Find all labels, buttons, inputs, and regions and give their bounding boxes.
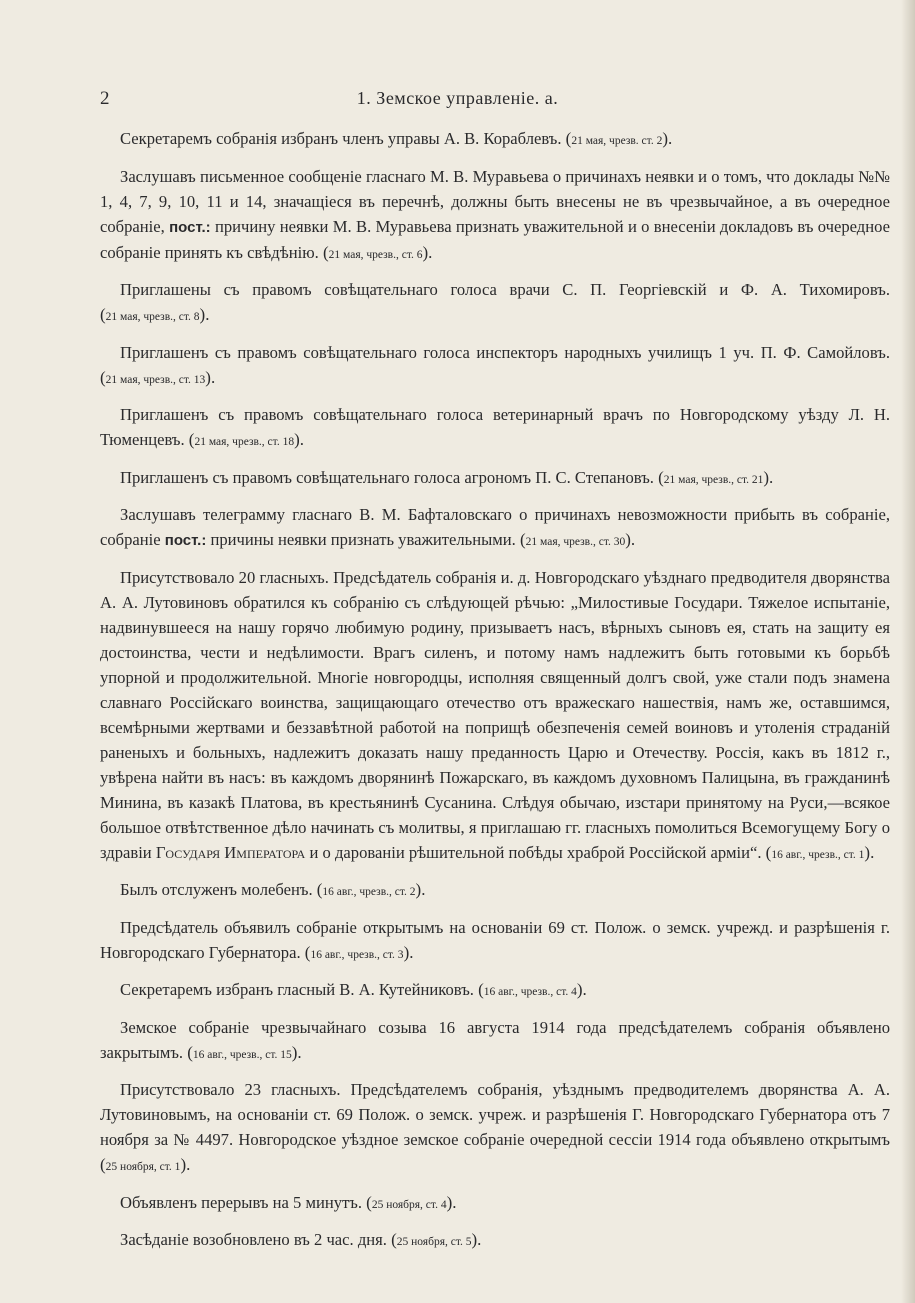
paragraph <box>100 465 890 493</box>
paragraph <box>100 402 890 455</box>
smallcaps-text: Государя Императора <box>155 842 306 862</box>
paragraph <box>100 1015 890 1068</box>
citation: 16 авг., чрезв., ст. 3 <box>310 948 404 961</box>
citation: 21 мая, чрезв., ст. 18 <box>194 436 295 448</box>
citation: 21 мая, чрезв., ст. 6 <box>328 248 423 261</box>
citation-paren-open: ( <box>366 1192 372 1212</box>
citation: 21 мая, чрезв., ст. 13 <box>105 373 206 386</box>
citation: 21 мая, чрезв., ст. 8 <box>105 311 200 323</box>
paragraph-text: Секретаремъ избранъ гласный В. А. Кутейниковъ. <box>120 980 474 999</box>
paragraph <box>100 1227 890 1255</box>
paragraph <box>100 977 890 1005</box>
citation: 25 ноября, ст. 4 <box>371 1198 447 1211</box>
citation: 21 мая, чрезв., ст. 30 <box>525 536 626 548</box>
citation-paren-close: ). <box>471 1230 482 1249</box>
paragraph-text: Былъ отслуженъ молебенъ. <box>120 880 313 899</box>
citation: 21 мая, чрезв. ст. 2 <box>571 135 663 147</box>
paragraph <box>100 565 890 868</box>
citation-paren-close: ). <box>294 430 304 449</box>
citation-paren-close: ). <box>576 980 587 999</box>
paragraph-text-continued: причину неявки М. В. Муравьева признать уважительной и о внесеніи докладовъ въ очередное собраніе принять къ свѣдѣнію. <box>100 216 890 262</box>
paragraph <box>100 340 890 393</box>
paragraph-text: Заслушавъ телеграмму гласнаго В. М. Бафталовскаго о причинахъ невозможности прибыть въ собраніе, собраніе <box>100 505 890 549</box>
citation-paren-open: ( <box>519 530 526 549</box>
paragraph <box>100 502 890 555</box>
citation: 25 ноября, ст. 1 <box>105 1161 181 1173</box>
paragraph-text: Объявленъ перерывъ на 5 минутъ. <box>120 1192 362 1212</box>
citation-paren-open: ( <box>100 305 106 324</box>
paragraph <box>100 164 890 268</box>
citation: 25 ноября, ст. 5 <box>396 1236 472 1248</box>
citation-paren-open: ( <box>100 367 106 387</box>
paragraph <box>100 1190 890 1218</box>
citation-paren-open: ( <box>478 980 484 999</box>
citation-paren-close: ). <box>864 842 875 862</box>
citation-paren-open: ( <box>100 1155 106 1174</box>
citation-paren-close: ). <box>446 1192 457 1212</box>
citation: 16 авг., чрезв., ст. 1 <box>771 848 865 861</box>
paragraph-text: Приглашены съ правомъ совѣщательнаго голоса врачи С. П. Георгіевскій и Ф. А. Тихомировъ. <box>120 280 890 299</box>
citation-paren-close: ). <box>205 367 216 387</box>
citation-paren-open: ( <box>316 880 323 899</box>
citation-paren-close: ). <box>291 1042 302 1062</box>
citation-paren-close: ). <box>180 1155 191 1174</box>
paragraph-text: Присутствовало 20 гласныхъ. Предсѣдатель собранія и. д. Новгородскаго уѣзднаго предводителя дворянства А. А. Лутовиновъ обратился къ собранію съ слѣдующей рѣчью: „Милостивые Государи. Тяжелое испытаніе, надвинувшееся на нашу горячо любимую родину, призываетъ насъ, вѣрныхъ сыновъ ея, стать на защиту ея достоинства, чести и недѣлимости. Врагъ силенъ, и потому намъ надлежитъ быть готовыми къ борьбѣ упорной и продолжительной. Многіе новгородцы, исполняя священный долгъ свой, уже стали подъ знамена славнаго Россійскаго воинства, защищающаго отечество отъ вражескаго нашествія, намъ же, оставшимся, всемѣрными жертвами и беззавѣтной работой на поприщѣ обезпеченія семей воиновъ и утоленія страданій раненыхъ и больныхъ, надлежитъ доказать нашу преданность Царю и Отечеству. Россія, какъ въ 1812 г., увѣрена найти въ насъ: въ каждомъ дворянинѣ Пожарскаго, въ каждомъ духовномъ Палицына, въ гражданинѣ Минина, въ казакѣ Платова, въ крестьянинѣ Сусанина. Слѣдуя обычаю, изстари принятому на Руси,—всякое большое отвѣтственное дѣло начинать съ молитвы, я приглашаю гг. гласныхъ помолиться Всемогущему Богу о здравіи <box>100 567 890 862</box>
paragraph <box>100 877 890 905</box>
paragraph-text: Присутствовало 23 гласныхъ. Предсѣдателемъ собранія, уѣзднымъ предводителемъ дворянства А. А. Лутовиновымъ, на основаніи ст. 69 Полож. о земск. учреж. и разрѣшенія Г. Новгородскаго Губернатора отъ 7 ноября за № 4497. Новгородское уѣздное земское собраніе очередной сессіи 1914 года объявлено открытымъ <box>100 1080 890 1149</box>
citation: 16 авг., чрезв., ст. 4 <box>483 986 577 998</box>
paragraph-text: Заслушавъ письменное сообщеніе гласнаго М. В. Муравьева о причинахъ неявки и о томъ, что доклады №№ 1, 4, 7, 9, 10, 11 и 14, значащіеся въ перечнѣ, должны быть внесены не въ чрезвычайное, а въ очередное собраніе, <box>100 166 890 236</box>
citation-paren-close: ). <box>415 880 426 899</box>
citation: 21 мая, чрезв., ст. 21 <box>663 473 764 486</box>
paragraph <box>100 1077 890 1180</box>
paragraph-text: Засѣданіе возобновлено въ 2 час. дня. <box>120 1230 387 1249</box>
citation-paren-open: ( <box>304 942 311 962</box>
citation-paren-open: ( <box>765 842 772 862</box>
citation-paren-close: ). <box>199 305 210 324</box>
citation-paren-close: ). <box>763 467 774 487</box>
page-number: 2 <box>100 88 110 109</box>
paragraph-text: Приглашенъ съ правомъ совѣщательнаго голоса ветеринарный врачъ по Новгородскому уѣзду Л. Н. Тюменцевъ. <box>100 405 890 449</box>
paragraph-text: Приглашенъ съ правомъ совѣщательнаго голоса инспекторъ народныхъ училищъ 1 уч. П. Ф. Самойловъ. <box>120 342 890 362</box>
citation-paren-open: ( <box>391 1230 397 1249</box>
document-body <box>100 126 890 1265</box>
page-header <box>0 88 915 112</box>
citation-paren-open: ( <box>187 1042 193 1062</box>
citation: 16 авг., чрезв., ст. 2 <box>322 886 416 898</box>
citation-paren-close: ). <box>422 242 433 262</box>
paragraph-text: Секретаремъ собранія избранъ членъ управы А. В. Кораблевъ. <box>120 129 562 148</box>
citation-paren-open: ( <box>188 430 195 449</box>
citation: 16 авг., чрезв., ст. 15 <box>192 1048 292 1061</box>
paragraph <box>100 915 890 968</box>
resolution-label: пост.: <box>164 532 207 549</box>
running-head: 1. Земское управленіе. а. <box>356 88 559 108</box>
paragraph-text-continued: причины неявки признать уважительными. <box>210 530 516 549</box>
paragraph <box>100 277 890 330</box>
paragraph-text-continued: и о дарованіи рѣшительной побѣды храброй Россійской арміи“. <box>309 842 762 862</box>
citation-paren-open: ( <box>322 242 329 262</box>
paragraph <box>100 126 890 154</box>
resolution-label: пост.: <box>169 218 211 236</box>
citation-paren-open: ( <box>658 467 664 487</box>
citation-paren-open: ( <box>565 129 572 148</box>
page-edge-shadow <box>901 0 915 1303</box>
citation-paren-close: ). <box>625 530 636 549</box>
paragraph-text: Предсѣдатель объявилъ собраніе открытымъ на основаніи 69 ст. Полож. о земск. учрежд. и разрѣшенія г. Новгородскаго Губернатора. <box>100 917 890 962</box>
citation-paren-close: ). <box>662 129 673 148</box>
paragraph-text: Приглашенъ съ правомъ совѣщательнаго голоса агрономъ П. С. Степановъ. <box>120 467 654 487</box>
paragraph-text: Земское собраніе чрезвычайнаго созыва 16 августа 1914 года предсѣдателемъ собранія объявлено закрытымъ. <box>100 1017 890 1062</box>
citation-paren-close: ). <box>403 942 414 962</box>
